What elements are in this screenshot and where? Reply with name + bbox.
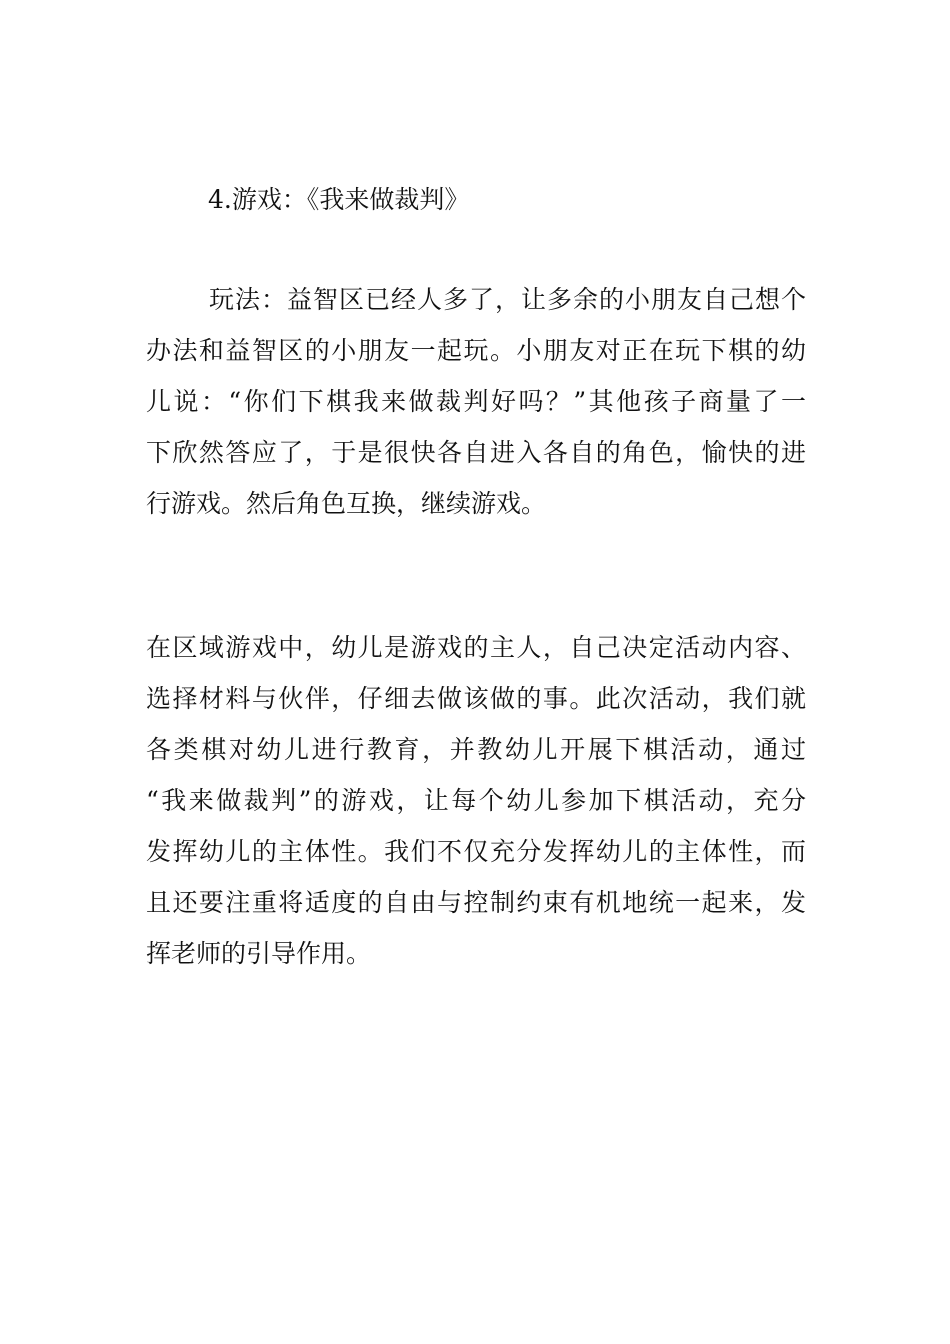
section-heading: 4.游戏：《我来做裁判》 <box>208 185 470 214</box>
summary-paragraph <box>146 622 806 979</box>
paragraph-line: 在区域游戏中，幼儿是游戏的主人，自己决定活动内容、 <box>146 633 806 662</box>
paragraph-line: 且还要注重将适度的自由与控制约束有机地统一起来，发 <box>146 888 806 917</box>
paragraph-line: 办法和益智区的小朋友一起玩。小朋友对正在玩下棋的幼 <box>146 336 806 365</box>
rules-paragraph <box>146 274 806 529</box>
paragraph-line: 选择材料与伙伴，仔细去做该做的事。此次活动，我们就 <box>146 684 806 713</box>
paragraph-line: 下欣然答应了，于是很快各自进入各自的角色，愉快的进 <box>146 438 806 467</box>
paragraph-line: 各类棋对幼儿进行教育，并教幼儿开展下棋活动，通过 <box>146 735 806 764</box>
paragraph-line: “我来做裁判”的游戏，让每个幼儿参加下棋活动，充分 <box>146 786 806 815</box>
paragraph-line: 挥老师的引导作用。 <box>146 939 372 968</box>
paragraph-line: 行游戏。然后角色互换，继续游戏。 <box>146 489 547 518</box>
paragraph-line: 发挥幼儿的主体性。我们不仅充分发挥幼儿的主体性，而 <box>146 837 806 866</box>
paragraph-line: 儿说：“你们下棋我来做裁判好吗？”其他孩子商量了一 <box>146 387 806 416</box>
paragraph-line: 玩法：益智区已经人多了，让多余的小朋友自己想个 <box>209 285 806 314</box>
